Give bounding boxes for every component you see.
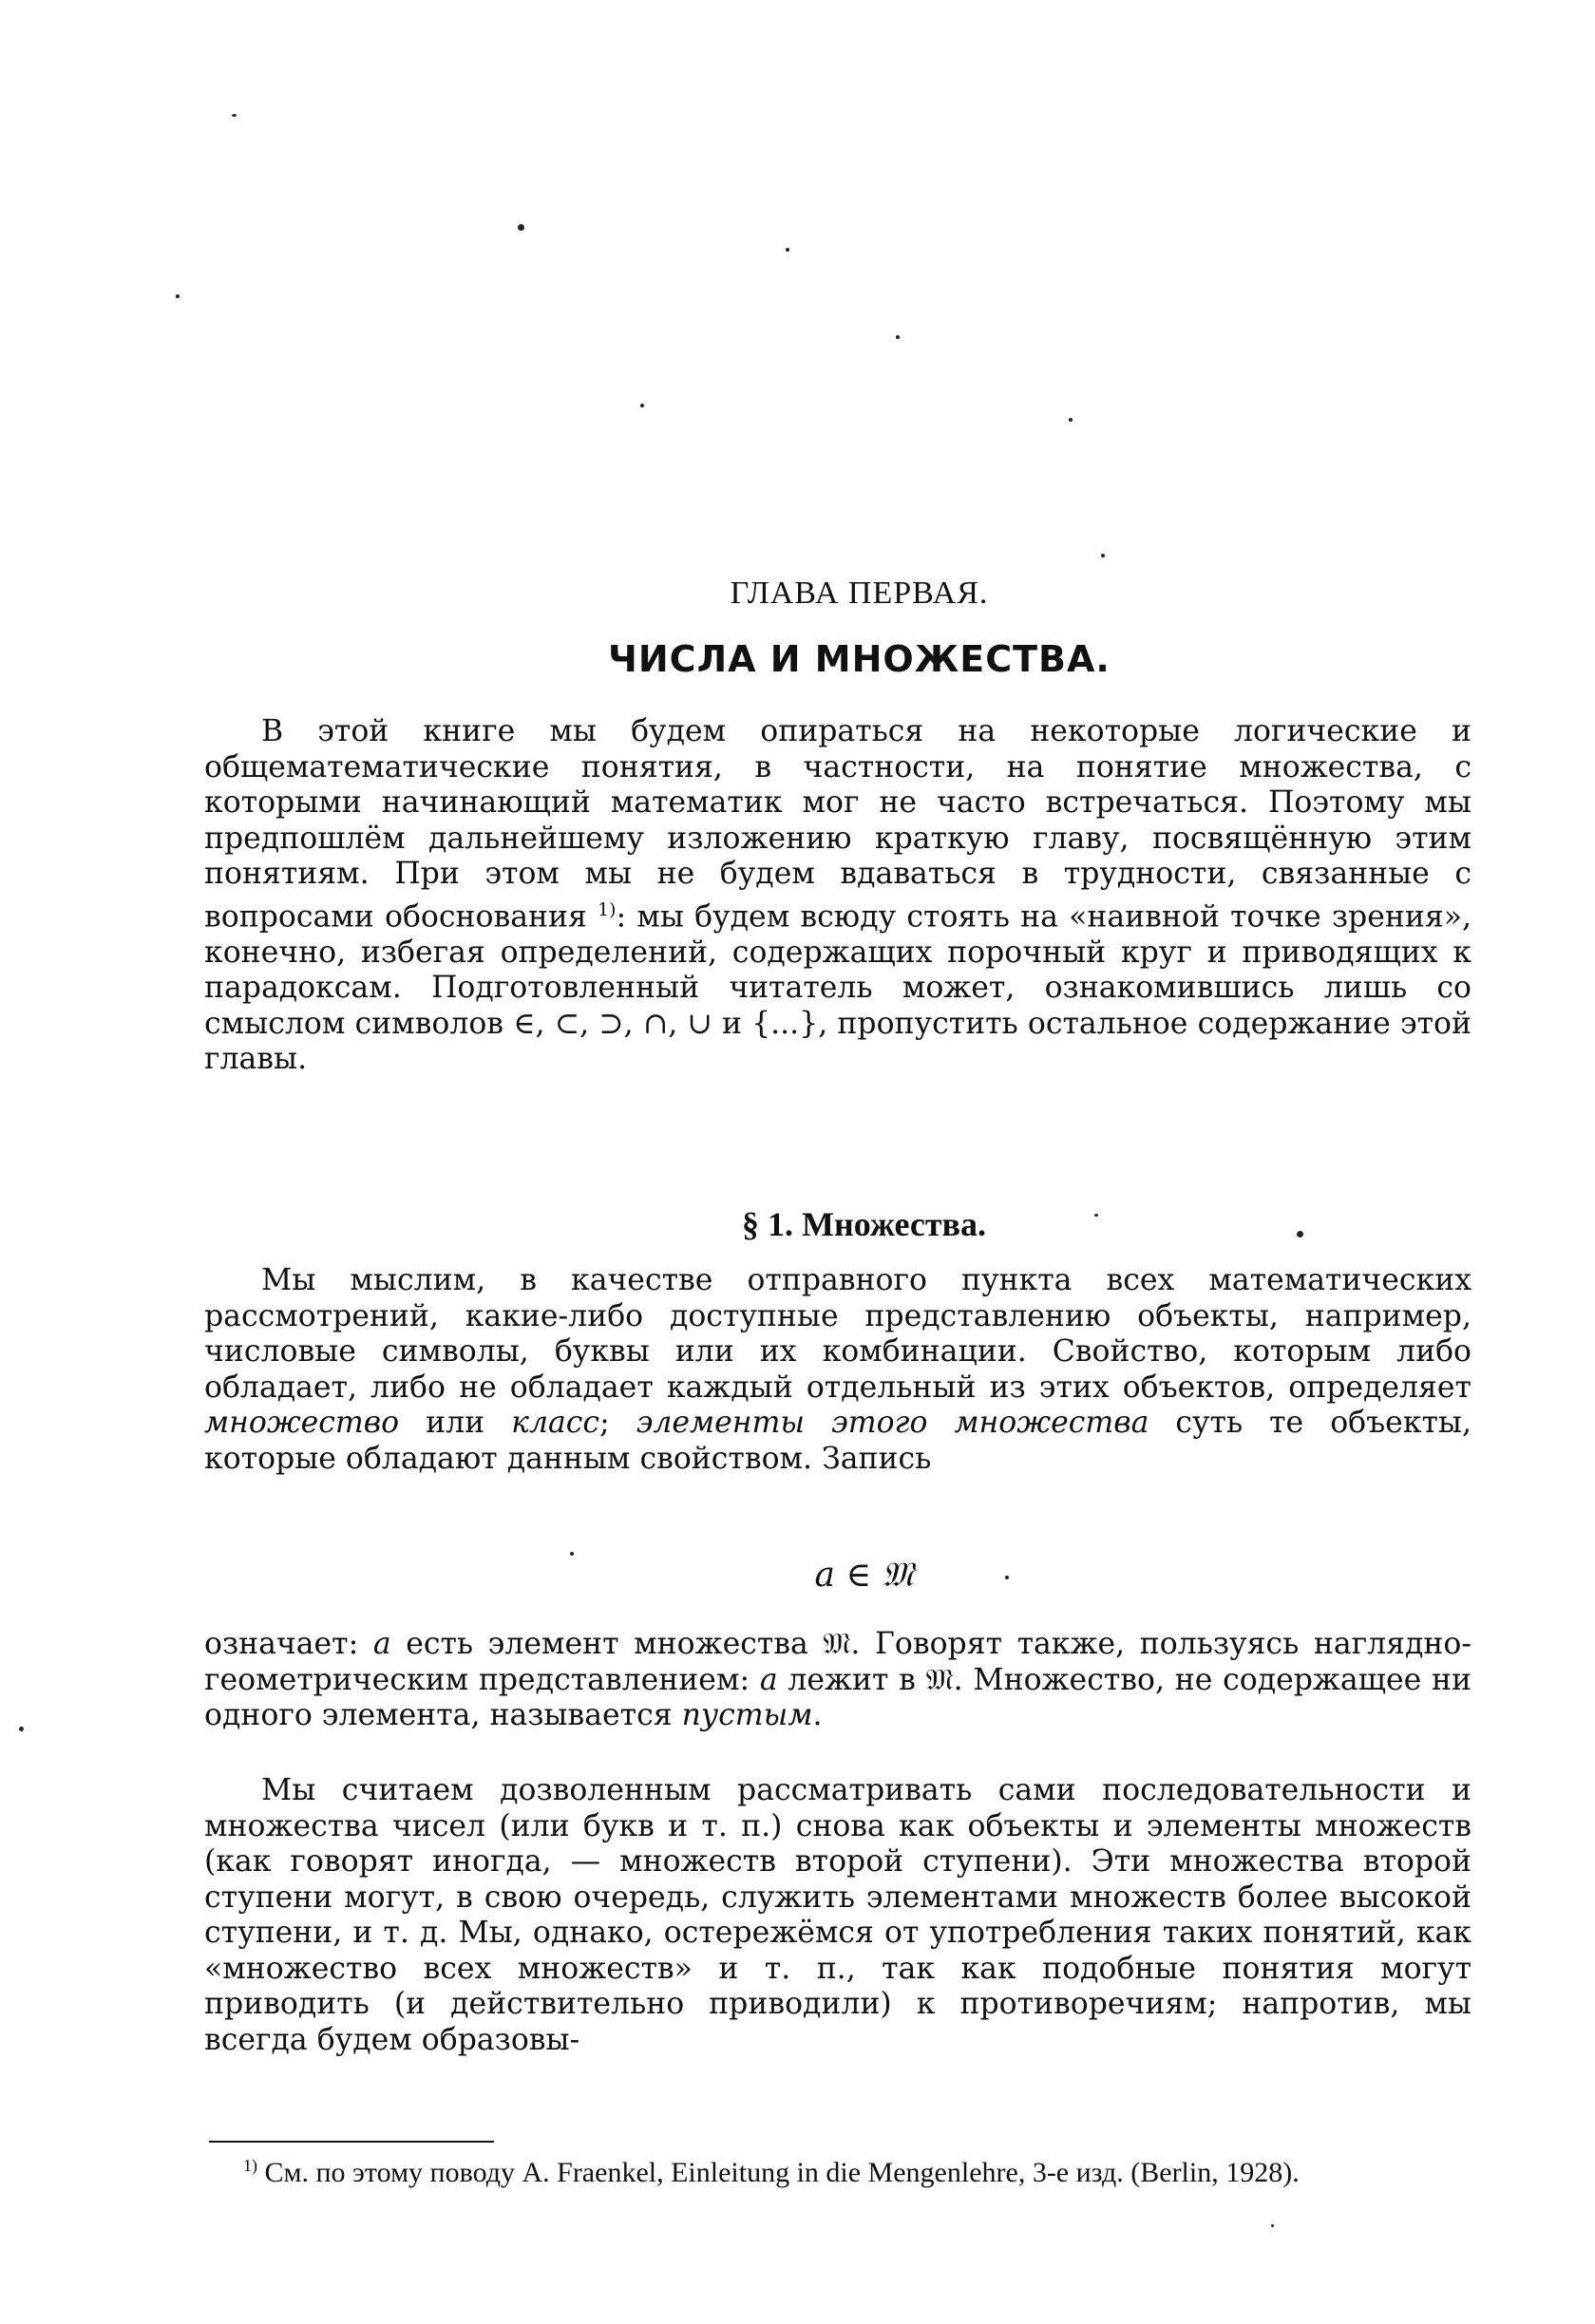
section-paragraph-definition: Мы мыслим, в качестве отправного пункта всех математических рассмотрений, какие-либо доступные представлению объекты, например, числовые символы, буквы или их комбинации. Свойство, которым либо обладает, либо не обладает каждый отдельный из этих объектов, определяет множество или класс; элементы этого множества суть те объекты, которые обладают данным свойством. Запись — [204, 1263, 1472, 1476]
term-class: класс — [511, 1406, 600, 1440]
intro-paragraph — [204, 714, 1472, 1078]
term-elements: элементы этого множества — [636, 1406, 1149, 1440]
section-paragraph-higher-order: Мы считаем дозволенным рассматривать сами последовательности и множества чисел (или букв и т. п.) снова как объекты и элементы множеств (как говорят иногда, — множеств второй ступени). Эти множества второй ступени могут, в свою очередь, служить элементами множеств более высокой ступени, и т. д. Мы, однако, остережёмся от употребления таких понятий, как «множество всех множеств» и т. п., так как подобные понятия могут приводить (и действительно приводили) к противоречиям; напротив, мы всегда будем образовы- — [204, 1773, 1472, 2057]
scan-speck — [786, 248, 789, 252]
section-paragraph-meaning: означает: a есть элемент множества 𝔐. Говорят также, пользуясь наглядно-геометрическим представлением: a лежит в 𝔐. Множество, не содержащее ни одного элемента, называется пустым. — [204, 1627, 1472, 1732]
footnote-divider — [209, 2141, 494, 2143]
meaning-text-start: означает: — [204, 1627, 359, 1661]
footnote — [211, 2148, 1472, 2190]
footnote-text: См. по этому поводу A. Fraenkel, Einleitung in die Mengenlehre, 3-е изд. (Berlin, 1928). — [264, 2157, 1300, 2188]
chapter-title: ЧИСЛА И МНОЖЕСТВА. — [608, 638, 1111, 680]
term-empty: пустым — [681, 1698, 813, 1732]
definition-text-start: Мы мыслим, в качестве отправного пункта всех математических рассмотрений, какие-либо доступные представлению объекты, например, числовые символы, буквы или их комбинации. Свойство, которым либо обладает, либо не обладает каждый отдельный из этих объектов, определяет — [204, 1263, 1472, 1405]
scan-speck — [640, 404, 644, 407]
footnote-reference[interactable]: 1) — [598, 898, 617, 920]
variable-a: a — [372, 1627, 391, 1661]
chapter-label: ГЛАВА ПЕРВАЯ. — [730, 576, 989, 611]
scan-speck — [232, 114, 237, 117]
scan-speck — [176, 294, 180, 298]
word-or: или — [426, 1406, 485, 1440]
intro-text-end: : мы будем всюду стоять на «наивной точке зрения», конечно, избегая определений, содержащих порочный круг и приводящих к парадоксам. Подготовленный читатель может, ознакомившись лишь со смыслом символов ∈, ⊂, ⊃, ∩, ∪ и {...}, пропустить остальное содержание этой главы. — [204, 899, 1472, 1076]
meaning-text-mid1: есть элемент множества 𝔐. Говорят также, пользуясь наглядно-геометрическим представлением: — [204, 1627, 1472, 1697]
scan-speck — [1271, 2224, 1274, 2227]
scan-speck — [1101, 554, 1105, 557]
scan-speck — [1069, 418, 1073, 422]
membership-formula: a ∈ 𝔐 — [814, 1556, 914, 1595]
intro-text-start: В этой книге мы будем опираться на некоторые логические и общематематические понятия, в частности, на понятие множества, с которыми начинающий математик мог не часто встречаться. Поэтому мы предпошлём дальнейшему изложению краткую главу, посвящённую этим понятиям. При этом мы не будем вдаваться в трудности, связанные с вопросами обоснования — [204, 714, 1472, 934]
meaning-text-mid2: лежит в 𝔐. Множество, не содержащее ни одного элемента, называется — [204, 1662, 1472, 1732]
scan-speck — [19, 1727, 24, 1731]
variable-a: a — [759, 1662, 778, 1697]
scan-speck — [896, 335, 900, 339]
scan-speck — [518, 224, 524, 231]
footnote-mark: 1) — [243, 2156, 257, 2175]
term-set: множество — [204, 1406, 400, 1440]
section-heading: § 1. Множества. — [742, 1205, 986, 1243]
definition-text-end: суть те объекты, которые обладают данным свойством. Запись — [204, 1406, 1472, 1476]
